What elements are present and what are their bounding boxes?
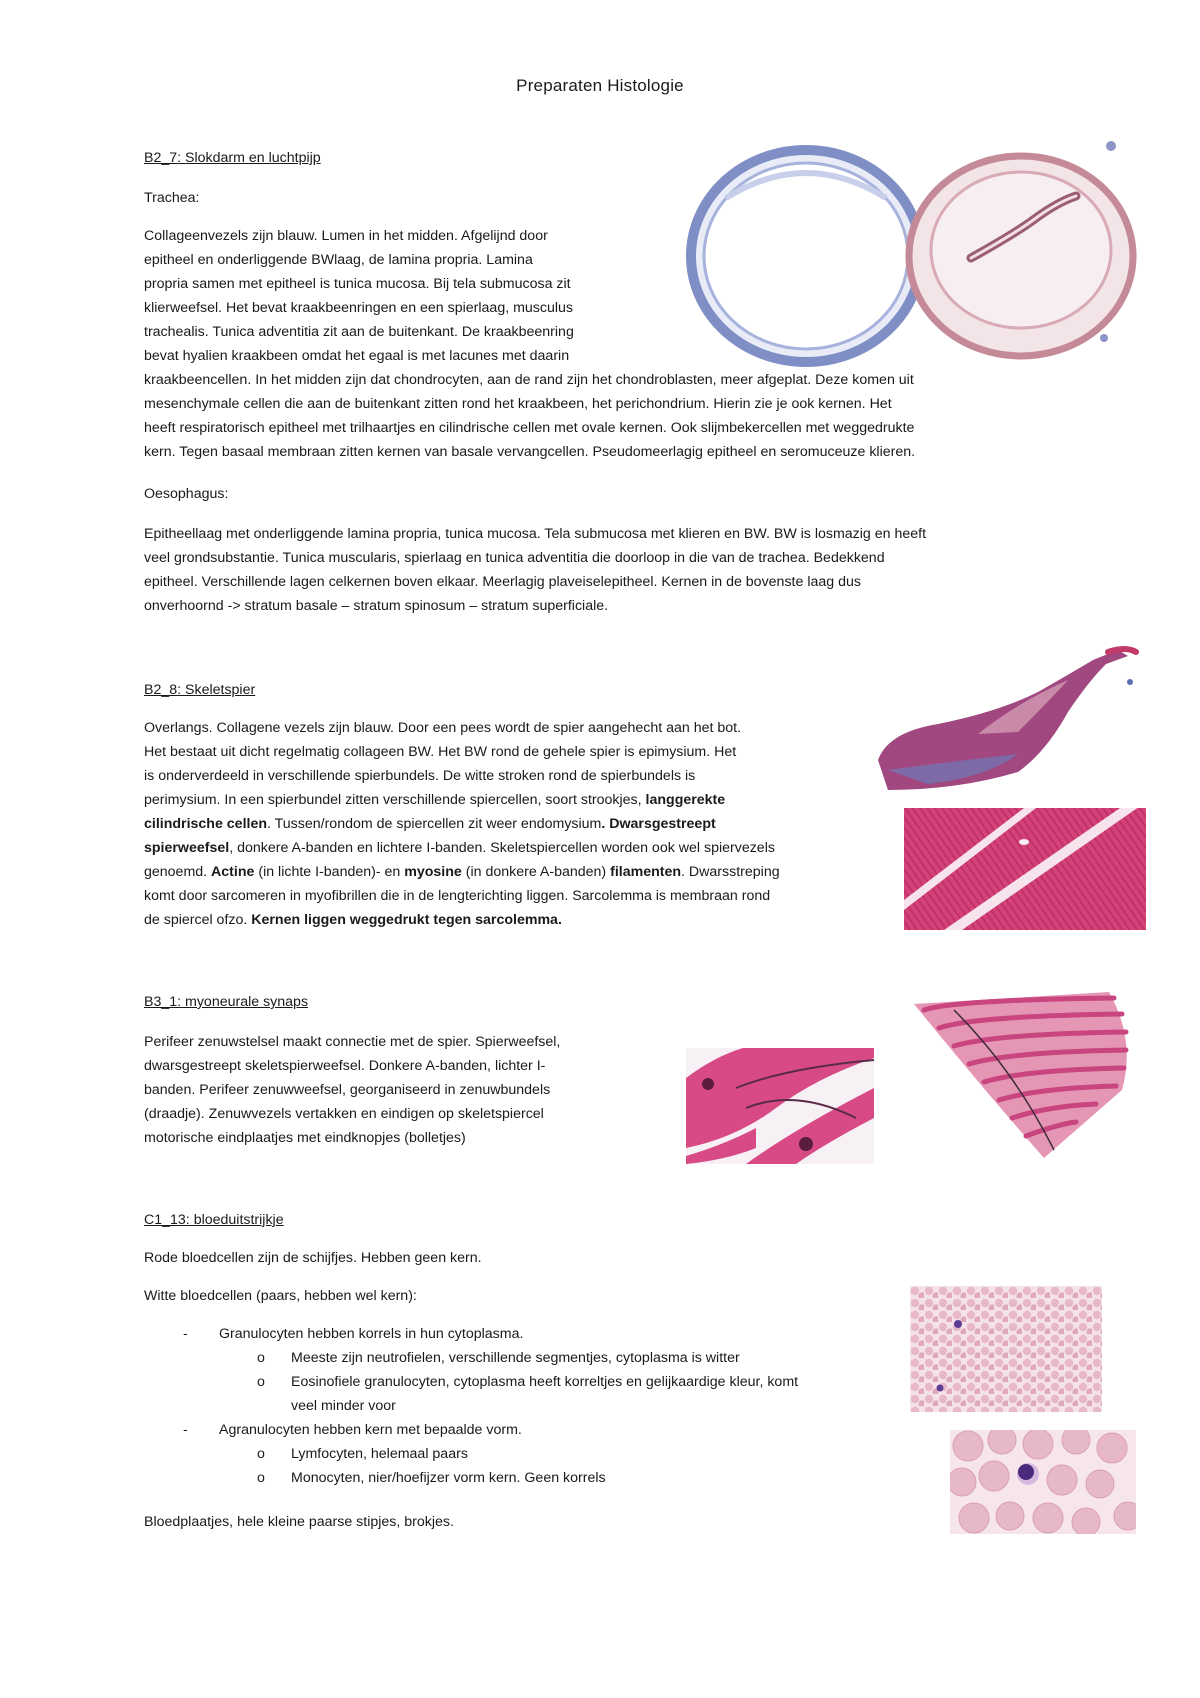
bloeduitstrijkje-detail-micrograph xyxy=(950,1430,1136,1534)
trachea-label: Trachea: xyxy=(144,190,200,206)
list-item: o Eosinofiele granulocyten, cytoplasma heeft korreltjes en gelijkaardige kleur, komt veel minder voor xyxy=(219,1370,904,1418)
list-item: o Lymfocyten, helemaal paars xyxy=(219,1442,904,1466)
section-heading-skeletspier: B2_8: Skeletspier xyxy=(144,682,256,698)
bloedplaatjes-text: Bloedplaatjes, hele kleine paarse stipjes, brokjes. xyxy=(144,1514,454,1530)
witte-bloedcellen-list xyxy=(144,1322,904,1490)
oesophagus-paragraph: Epitheellaag met onderliggende lamina propria, tunica mucosa. Tela submucosa met klieren en BW. BW is losmazig en heeft veel grondsubstantie. Tunica muscularis, spierlaag en tunica adventitia die doorloop in die van de trachea. Bedekkend epitheel. Verschillende lagen celkernen boven elkaar. Meerlagig plaveiselepitheel. Kernen in de bovenste laag dus onverhoornd -> stratum basale – stratum spinosum – stratum superficiale. xyxy=(144,526,927,614)
trachea-paragraph: Collageenvezels zijn blauw. Lumen in het midden. Afgelijnd door epitheel en onderliggende BWlaag, de lamina propria. Lamina propria samen met epitheel is tunica mucosa. Bij tela submucosa zit klierweefsel. Het bevat kraakbeenringen en een spierlaag, musculus trachealis. Tunica adventitia zit aan de buitenkant. De kraakbeenring bevat hyalien kraakbeen omdat het egaal is met lacunes met daarin kraakbeencellen. In het midden zijn dat chondrocyten, aan de rand zijn het chondroblasten, meer afgeplat. Deze komen uit mesenchymale cellen die aan de buitenkant zitten rond het kraakbeen, het perichondrium. Hierin zie je ook kernen. Het heeft respiratorisch epitheel met trilhaartjes en cilindrische cellen met ovale kernen. Ook slijmbekercellen met weggedrukte kern. Tegen basaal membraan zitten kernen van basale vervangcellen. Pseudomeerlagig epitheel en seromuceuze klieren. xyxy=(144,228,916,460)
witte-bloedcellen-text: Witte bloedcellen (paars, hebben wel kern): xyxy=(144,1288,417,1304)
trachea-oesophagus-micrograph xyxy=(686,138,1146,368)
section-heading-slokdarm: B2_7: Slokdarm en luchtpijp xyxy=(144,150,321,166)
motorische-eindplaat-micrograph xyxy=(686,1048,874,1164)
skeletspier-detail-micrograph xyxy=(904,808,1146,930)
skeletspier-paragraph: Overlangs. Collagene vezels zijn blauw. Door een pees wordt de spier aangehecht aan het bot. Het bestaat uit dicht regelmatig collageen BW. Het BW rond de gehele spier is epimysium. Het is onderverdeeld in verschillende spierbundels. De witte stroken rond de spierbundels is perimysium. In een spierbundel zitten verschillende spiercellen, soort strookjes, langgerekte cilindrische cellen. Tussen/rondom de spiercellen zit weer endomysium. Dwarsgestreept spierweefsel, donkere A-banden en lichtere I-banden. Skeletspiercellen worden ook wel spiervezels genoemd. Actine (in lichte I-banden)- en myosine (in donkere A-banden) filamenten. Dwarsstreping komt door sarcomeren in myofibrillen die in de lengterichting liggen. Sarcolemma is membraan rond de spiercel ofzo. Kernen liggen weggedrukt tegen sarcolemma. xyxy=(144,720,780,928)
spierbundel-overview-micrograph xyxy=(884,980,1146,1164)
list-item: o Monocyten, nier/hoefijzer vorm kern. Geen korrels xyxy=(219,1466,904,1490)
myoneurale-synaps-paragraph: Perifeer zenuwstelsel maakt connectie met de spier. Spierweefsel, dwarsgestreept skeletspierweefsel. Donkere A-banden, lichter I- banden. Perifeer zenuwweefsel, georganiseerd in zenuwbundels (draadje). Zenuwvezels vertakken en eindigen op skeletspiercel motorische eindplaatjes met eindknopjes (bolletjes) xyxy=(144,1034,561,1146)
skeletspier-overview-micrograph xyxy=(868,642,1146,792)
section-heading-myoneurale-synaps: B3_1: myoneurale synaps xyxy=(144,994,309,1010)
list-item: - Agranulocyten hebben kern met bepaalde vorm. o Lymfocyten, helemaal paars o Monocyten, nier/hoefijzer vorm kern. Geen korrels xyxy=(144,1418,904,1490)
page-title: Preparaten Histologie xyxy=(516,76,684,95)
rode-bloedcellen-text: Rode bloedcellen zijn de schijfjes. Hebben geen kern. xyxy=(144,1250,482,1266)
bloeduitstrijkje-overview-micrograph xyxy=(910,1286,1102,1412)
list-item: o Meeste zijn neutrofielen, verschillende segmentjes, cytoplasma is witter xyxy=(219,1346,904,1370)
oesophagus-label: Oesophagus: xyxy=(144,486,229,502)
list-item: - Granulocyten hebben korrels in hun cytoplasma. o Meeste zijn neutrofielen, verschillende segmentjes, cytoplasma is witter o Eosinofiele granulocyten, cytoplasma heeft korreltjes en gelijkaardige kleur, komt veel minder voor xyxy=(144,1322,904,1418)
section-heading-bloeduitstrijkje: C1_13: bloeduitstrijkje xyxy=(144,1212,284,1228)
